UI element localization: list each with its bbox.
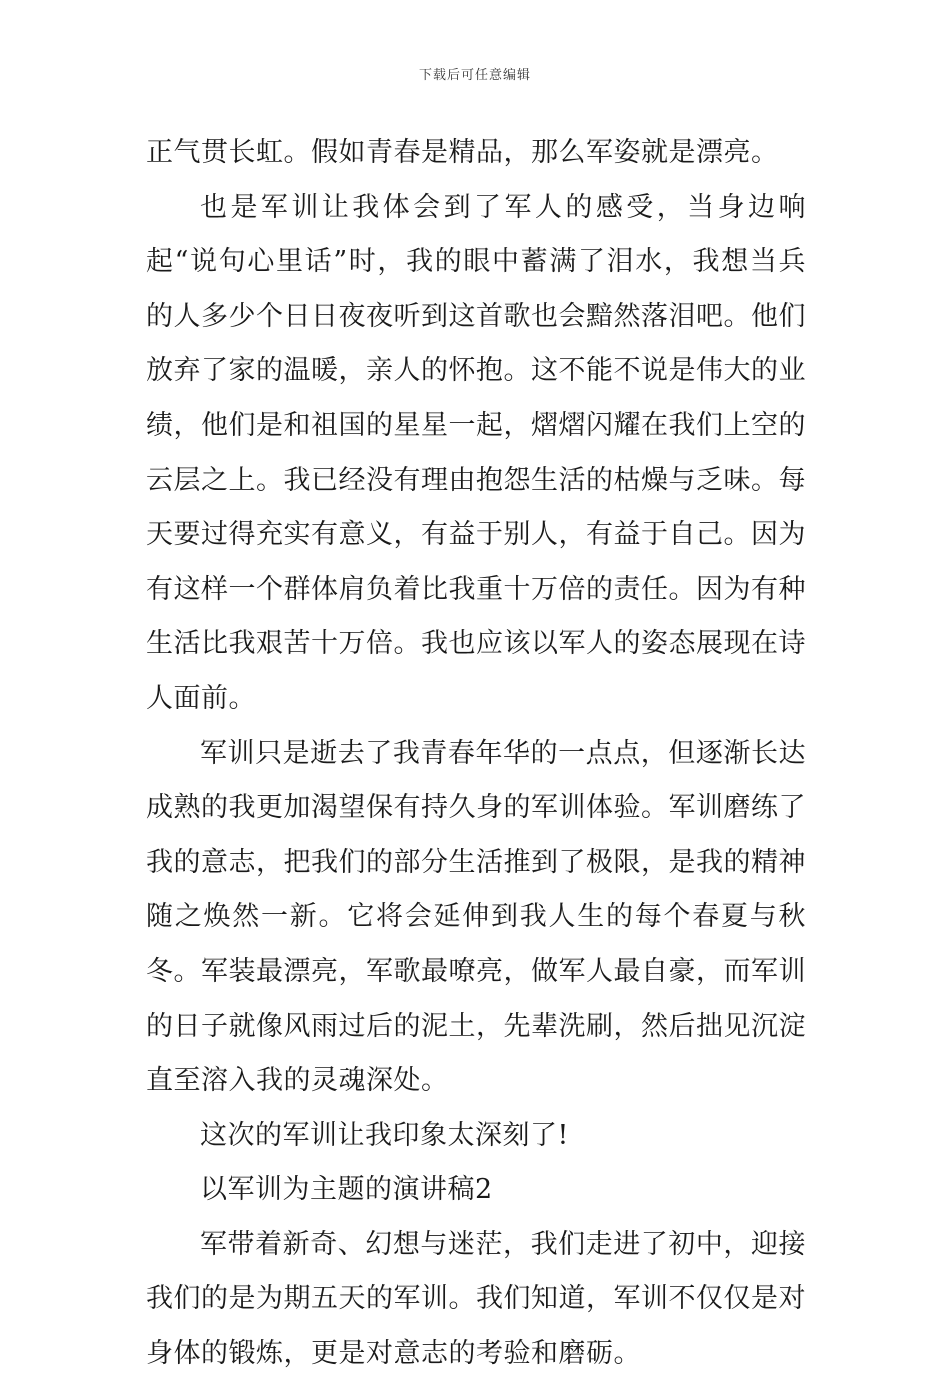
paragraph-1: 正气贯长虹。假如青春是精品，那么军姿就是漂亮。: [146, 137, 779, 168]
paragraph-3: 军训只是逝去了我青春年华的一点点，但逐渐长达成熟的我更加渴望保有持久身的军训体验。军训磨练了我的意志，把我们的部分生活推到了极限，是我的精神随之焕然一新。它将会延伸到我人生的每个春夏与秋冬。军装最漂亮，军歌最嘹亮，做军人最自豪，而军训的日子就像风雨过后的泥土，先辈洗刷，然后拙见沉淀直至溶入我的灵魂深处。: [146, 737, 806, 1097]
section-title: 以军训为主题的演讲稿2: [200, 1174, 493, 1206]
paragraph-4: 这次的军训让我印象太深刻了!: [200, 1119, 569, 1151]
paragraph-5: 军带着新奇、幻想与迷茫，我们走进了初中，迎接我们的是为期五天的军训。我们知道，军训不仅仅是对身体的锻炼，更是对意志的考验和磨砺。: [146, 1228, 806, 1370]
page-header: 下载后可任意编辑: [418, 68, 531, 83]
document-body: [146, 126, 806, 1382]
paragraph-2: 也是军训让我体会到了军人的感受，当身边响起“说句心里话”时，我的眼中蓄满了泪水，我想当兵的人多少个日日夜夜听到这首歌也会黯然落泪吧。他们放弃了家的温暖，亲人的怀抱。这不能不说是伟大的业绩，他们是和祖国的星星一起，熠熠闪耀在我们上空的云层之上。我已经没有理由抱怨生活的枯燥与乏味。每天要过得充实有意义，有益于别人，有益于自己。因为有这样一个群体肩负着比我重十万倍的责任。因为有种生活比我艰苦十万倍。我也应该以军人的姿态展现在诗人面前。: [146, 191, 806, 714]
